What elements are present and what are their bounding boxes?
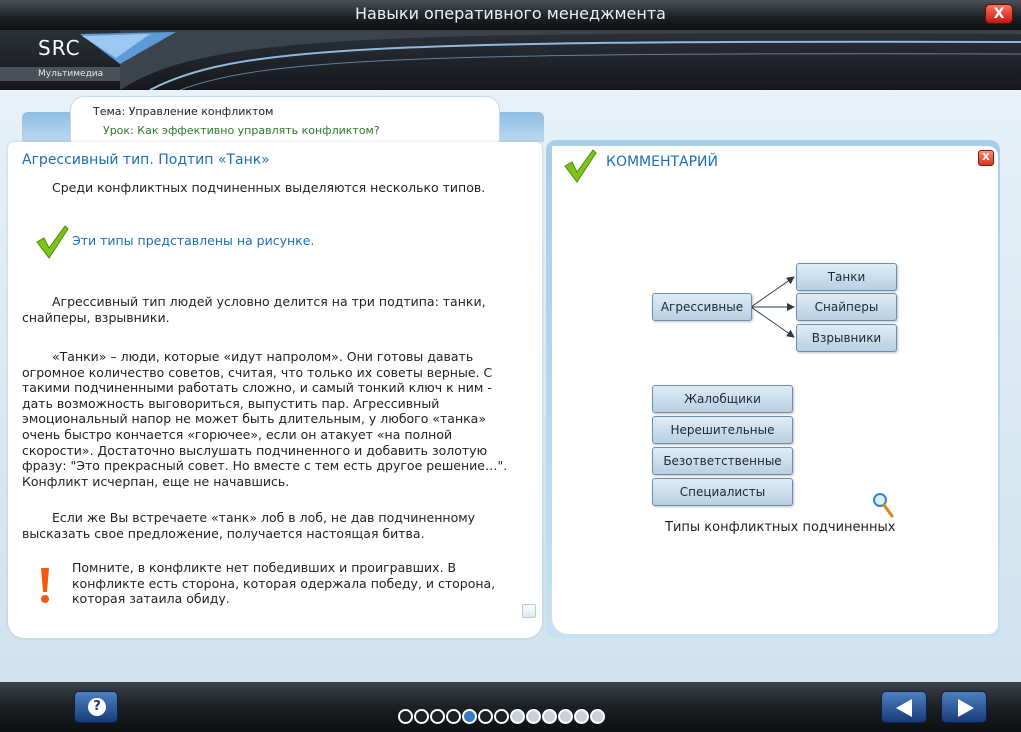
paragraph-subtypes: Агрессивный тип людей условно делится на три подтипа: танки, снайперы, взрывники. [22,294,486,325]
page-dot-9[interactable] [526,709,541,724]
window-titlebar [0,0,1021,30]
window-title: Навыки оперативного менеджмента [355,4,666,23]
comment-panel [552,146,998,634]
node-specialists: Специалисты [652,478,793,506]
src-logo [0,30,195,90]
scroll-handle[interactable] [522,604,536,618]
warning-exclamation-icon [34,566,56,606]
page-dot-2[interactable] [414,709,429,724]
node-complainers: Жалобщики [652,385,793,413]
app-header [0,30,1021,90]
topic-tab [70,96,500,144]
page-dot-5[interactable] [462,709,477,724]
help-button[interactable] [74,691,118,723]
logo-wing-icon [80,30,180,66]
page-dot-1[interactable] [398,709,413,724]
node-indecisive: Нерешительные [652,416,793,444]
lesson-label: Урок: Как эффективно управлять конфликтом? [103,124,380,137]
window-close-button[interactable]: X [985,4,1013,24]
page-dot-3[interactable] [430,709,445,724]
page-dot-6[interactable] [478,709,493,724]
node-aggressive: Агрессивные [652,293,752,321]
intro-text: Среди конфликтных подчиненных выделяются несколько типов. [52,180,486,195]
topic-label: Тема: Управление конфликтом [93,105,274,118]
arrow-right-icon [942,692,988,724]
page-dot-7[interactable] [494,709,509,724]
diagram-caption: Типы конфликтных подчиненных [665,520,896,535]
note-text: Помните, в конфликте нет победивших и проигравших. В конфликте есть сторона, которая одержала победу, и сторона, которая затаила обиду. [72,560,496,607]
page-dot-12[interactable] [574,709,589,724]
comment-title: КОММЕНТАРИЙ [606,154,719,170]
zoom-magnifier-icon[interactable] [872,492,894,518]
page-dot-11[interactable] [558,709,573,724]
page-dot-10[interactable] [542,709,557,724]
next-page-button[interactable] [941,691,987,723]
lesson-text-panel [8,142,542,638]
section-title: Агрессивный тип. Подтип «Танк» [22,152,270,168]
page-dot-8[interactable] [510,709,525,724]
node-irresponsible: Безответственные [652,447,793,475]
logo-brand: SRC [38,36,81,60]
node-snipers: Снайперы [796,293,897,321]
bottom-navigation-bar [0,682,1021,732]
paragraph-battle: Если же Вы встречаете «танк» лоб в лоб, не дав подчиненному высказать свое предложение, получается настоящая битва. [22,510,476,541]
previous-page-button[interactable] [881,691,927,723]
logo-subtitle: Мультимедиа [0,67,120,81]
page-indicator [398,709,605,724]
checkmark-icon [34,224,70,260]
paragraph-tanks: «Танки» – люди, которые «идут напролом». Они готовы давать огромное количество советов, считая, что только их советы верные. С такими подчиненными работать сложно, и самый тонкий ключ к ним - дать возможность выговориться, выпустить пар. Агрессивный эмоциональный напор не может быть длительным, у любого «танка» очень быстро кончается «горючее», если он атакует «на полной скорости». Достаточно выслушать подчиненного и добавить золотую фразу: "Это прекрасный совет. Но вместе с тем есть другое решение…". Конфликт исчерпан, еще не начавшись. [22,349,508,489]
page-dot-4[interactable] [446,709,461,724]
node-tanks: Танки [796,263,897,291]
help-label: ? [88,698,106,716]
highlight-text: Эти типы представлены на рисунке. [72,233,315,248]
arrow-left-icon [882,692,928,724]
page-dot-13[interactable] [590,709,605,724]
comment-close-button[interactable]: X [978,150,994,166]
node-exploders: Взрывники [796,324,897,352]
